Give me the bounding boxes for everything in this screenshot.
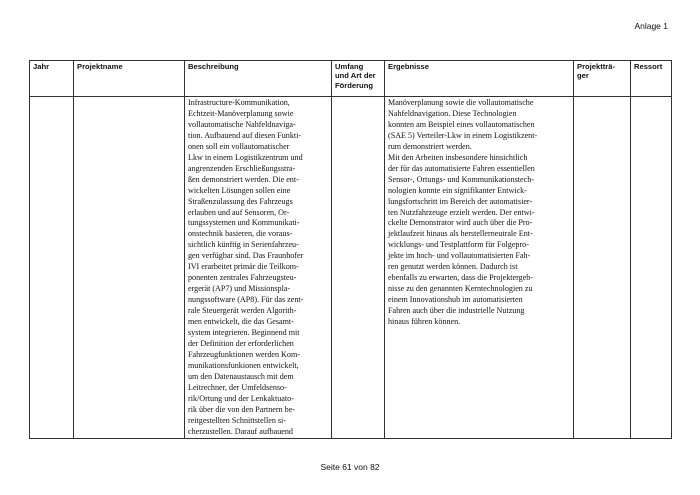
text-line: Infrastructure-Kommunikation, [188,98,290,107]
text-line: jektlaufzeit hinaus als herstellerneutrale Ent- [388,229,533,239]
header-text-line: Umfang [335,62,364,71]
header-text-line: und Art der [335,71,376,81]
text-line: Fahren auch über die industrielle Nutzung [388,306,525,316]
header-text-line: Ergebnisse [388,62,429,71]
text-line: Manöverplanung sowie die vollautomatische [388,98,534,107]
text-line: Echtzeit-Manöverplanung sowie [188,108,294,118]
text-line: der für das automatisierte Fahren essentiellen [388,163,535,173]
text-line: ßen demonstriert werden. Die ent- [188,174,299,184]
text-line: Fahrzeugfunktionen werden Kom- [188,349,300,359]
text-line: rik über die von den Partnern be- [188,404,295,414]
text-line: ckelte Demonstrator wird auch über die Pro- [388,218,533,228]
page-number: Seite 61 von 82 [320,462,380,472]
text-line: tungssystemen und Kommunikati- [188,218,300,228]
header-ergebnisse [385,61,574,97]
text-line: wicklungs- und Testplattform für Folgepro- [388,240,529,250]
text-line: nologien konnte ein signifikanter Entwick- [388,185,527,195]
header-jahr [30,61,74,97]
text-line: cherzustellen. Darauf aufbauend [188,426,293,436]
text-line: sichtlich künftig in Serienfahrzeu- [188,240,299,250]
text-line: wickelten Lösungen sollen eine [188,185,291,195]
text-line: jekte im hoch- und vollautomatisierten Fah- [388,251,531,261]
text-line: (SAE 5) Verteiler-Lkw in einem Logistikzent- [388,130,538,140]
text-line: rum demonstriert werden. [388,141,472,151]
header-text-line: Projektname [77,62,123,71]
text-line: einem Innovationshub im automatisierten [388,295,523,305]
text-line: IVI erarbeitet primär die Teilkom- [188,262,299,272]
cell-ressort [631,97,672,439]
text-line: lungsfortschritt im Bereich der automatisier- [388,196,533,206]
header-text-line: ger [577,71,589,81]
header-text-line: Ressort [634,62,663,71]
text-line: Mit den Arbeiten insbesondere hinsichtlich [388,152,528,162]
cell-beschreibung [185,97,332,439]
cell-ergebnisse [385,97,574,439]
header-projekttraeger [574,61,631,97]
text-line: ren genutzt werden können. Dadurch ist [388,262,518,272]
header-text-line: Beschreibung [188,62,239,71]
header-umfang-und-art-der-foerderung [332,61,385,97]
header-ressort [631,61,672,97]
text-line: nungssoftware (AP8). Für das zent- [188,295,304,305]
text-line: um den Datenaustausch mit dem [188,371,294,381]
text-line: ten Nutzfahrzeuge erzielt werden. Der entwi- [388,207,535,217]
text-line: onstechnik basieren, die voraus- [188,229,293,239]
text-line: gen verfügbar sind. Das Fraunhofer [188,251,304,261]
text-line: rale Steuergerät werden Algorith- [188,306,297,316]
text-line: munikationsfunkionen entwickelt, [188,360,299,370]
text-line: ebenfalls zu erwarten, dass die Projektergeb- [388,273,534,283]
header-projektname [74,61,185,97]
text-line: reitgestellten Schnittstellen si- [188,415,287,425]
text-line: Leitrechner, der Umfeldsenso- [188,382,287,392]
table-row [30,97,672,439]
cell-umfang [332,97,385,439]
header-text-line: Jahr [33,62,50,71]
text-line: vollautomatische Nahfeldnaviga- [188,119,296,129]
text-line: Nahfeldnavigation. Diese Technologien [388,108,517,118]
text-line: rik/Ortung und der Lenkaktuato- [188,393,294,403]
text-line: Straßenzulassung des Fahrzeugs [188,196,293,206]
header-beschreibung [185,61,332,97]
text-line: men entwickelt, die das Gesamt- [188,317,294,327]
text-line: angrenzenden Erschließungsstra- [188,163,296,173]
cell-jahr [30,97,74,439]
text-line: onen soll ein vollautomatischer [188,141,290,151]
cell-projekttraeger [574,97,631,439]
text-line: tion. Aufbauend auf diesen Funkti- [188,130,302,140]
text-line: system integrieren. Beginnend mit [188,328,300,338]
text-line: erlauben und auf Sensoren, Or- [188,207,290,217]
text-line: konnten am Beispiel eines vollautomatischen [388,119,535,129]
project-table [29,60,672,439]
text-line: hinaus führen können. [388,317,461,327]
header-text-line: Förderung [335,80,373,90]
table-header-row [30,61,672,97]
text-line: ergerät (AP7) und Missionspla- [188,284,291,294]
annex-label: Anlage 1 [634,21,668,31]
text-line: Lkw in einem Logistikzentrum und [188,152,303,162]
text-line: der Definition der erforderlichen [188,338,294,348]
text-line: nisse zu den genannten Kerntechnologien zu [388,284,533,294]
header-text-line: Projektträ- [577,62,615,71]
text-line: ponenten zentrales Fahrzeugsteu- [188,273,297,283]
cell-projektname [74,97,185,439]
text-line: Sensor-, Ortungs- und Kommunikationstech- [388,174,534,184]
